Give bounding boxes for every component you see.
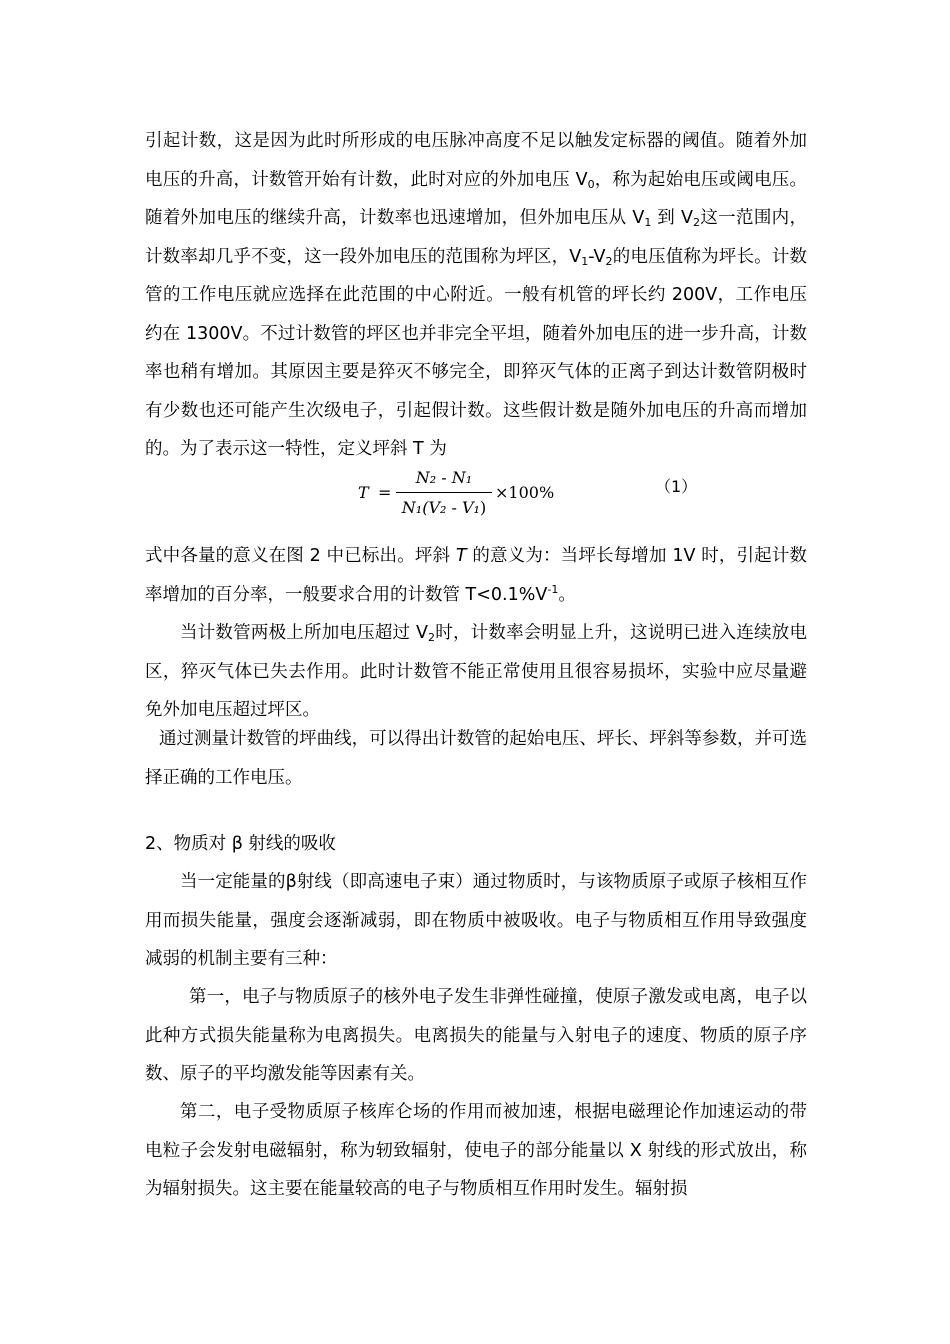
text-run: ，称为起始电压或阈电压。随着外加电压的继续升高，计数率也迅速增加，但外加电压从 V (145, 169, 807, 228)
paragraph-plateau-description (145, 122, 807, 469)
formula-percent-factor: ×100% (495, 483, 555, 502)
italic-symbol: T (455, 546, 467, 566)
formula-numerator: N₂ - N₁ (415, 468, 473, 487)
section-heading: 2、物质对 β 射线的吸收 (145, 834, 336, 854)
formula-fraction (396, 466, 492, 521)
superscript: -1 (547, 582, 559, 596)
subscript: 0 (587, 177, 595, 191)
text-run: 这一范围内，计数率却几乎不变，这一段外加电压的范围称为坪区，V (145, 208, 807, 267)
paragraph-slope-meaning (145, 537, 807, 614)
subscript: 2 (428, 631, 436, 644)
paragraph-radiation-loss: 第二，电子受物质原子核库仑场的作用而被加速，根据电磁理论作加速运动的带电粒子会发射电磁辐射，称为轫致辐射，使电子的部分能量以 X 射线的形式放出，称为辐射损失。这主要在能量较高的电子与物质相互作用时发生。辐射损 (145, 1102, 807, 1199)
denominator-v: V₂ - V₁ (428, 498, 480, 517)
subscript: 2 (692, 216, 700, 229)
formula-lhs: T (358, 483, 369, 502)
denominator-n: N₁( (401, 498, 429, 517)
text-run: 时，计数率会明显上升，这说明已进入连续放电区，猝灭气体已失去作用。此时计数管不能正常使用且很容易损坏，实验中应尽量避免外加电压超过坪区。 (145, 623, 807, 720)
subscript: 1 (581, 254, 589, 268)
equation-number: （1） (655, 477, 698, 496)
subscript: 2 (605, 254, 613, 268)
paragraph-beta-absorption: 当一定能量的β射线（即高速电子束）通过物质时，与该物质原子或原子核相互作用而损失能量，强度会逐渐减弱，即在物质中被吸收。电子与物质相互作用导致强度减弱的机制主要有三种： (145, 872, 807, 969)
text-run: 式中各量的意义在图 2 中已标出。坪斜 (145, 546, 456, 566)
formula-denominator (396, 495, 492, 521)
plateau-slope-formula (358, 466, 618, 522)
text-run: 当计数管两极上所加电压超过 V (180, 623, 429, 643)
text-run: 的电压值称为坪长。计数管的工作电压就应选择在此范围的中心附近。一般有机管的坪长约 200V，工作电压约在 1300V。不过计数管的坪区也并非完全平坦，随着外加电压的进一步升高，计数率也稍有增加。其原因主要是猝灭不够完全，即猝灭气体的正离子到达计数管阴极时有少数也还可能产生次级电子，引起假计数。这些假计数是随外加电压的升高而增加的。为了表示这一特性，定义坪斜 T 为 (145, 246, 807, 459)
denominator-close: ) (479, 498, 487, 517)
paragraph-continuous-discharge (145, 614, 807, 730)
text-run: 引起计数，这是因为此时所形成的电压脉冲高度不足以触发定标器的阈值。随着外加电压的升高，计数管开始有计数，此时对应的外加电压 V (145, 131, 807, 190)
text-run: 。 (558, 584, 576, 605)
text-run: 的意义为：当坪长每增加 1V 时，引起计数率增加的百分率，一般要求合用的计数管 T<0.1%V (145, 546, 808, 605)
fraction-bar (396, 492, 492, 493)
text-run: -V (588, 246, 606, 267)
paragraph-measurement: 通过测量计数管的坪曲线，可以得出计数管的起始电压、坪长、坪斜等参数，并可选择正确的工作电压。 (145, 729, 807, 788)
text-run: 到 V (651, 208, 693, 228)
subscript: 1 (644, 216, 652, 229)
formula-equals: = (378, 483, 392, 502)
paragraph-ionization-loss: 第一，电子与物质原子的核外电子发生非弹性碰撞，使原子激发或电离，电子以此种方式损失能量称为电离损失。电离损失的能量与入射电子的速度、物质的原子序数、原子的平均激发能等因素有关。 (145, 987, 807, 1084)
